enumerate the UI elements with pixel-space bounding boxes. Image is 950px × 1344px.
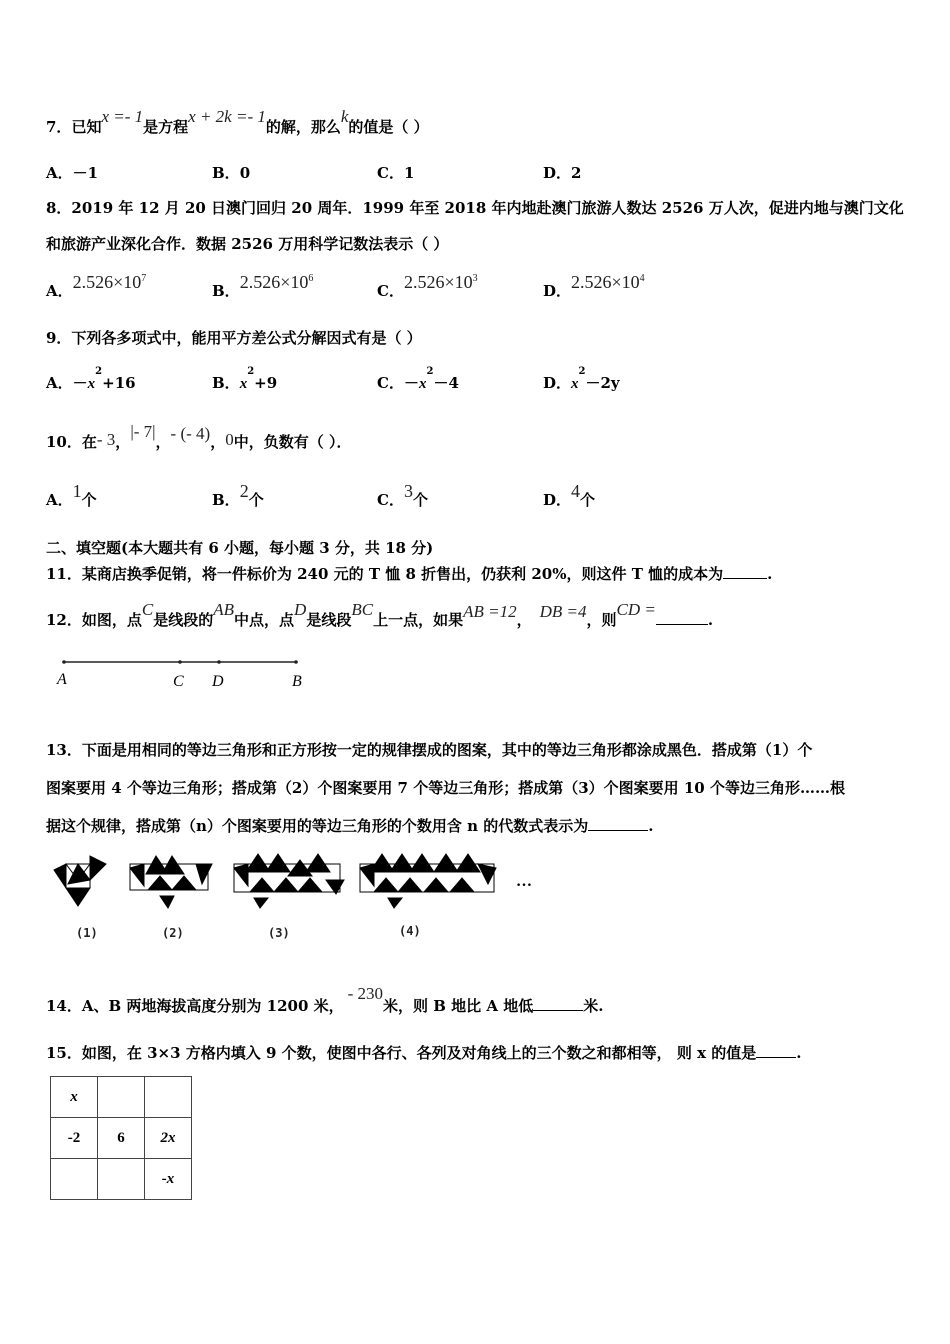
section-heading: 二、填空题(本大题共有 6 小题，每小题 3 分，共 18 分) — [46, 539, 434, 557]
pattern-caption-4: (4) — [399, 924, 421, 938]
q7-stem: 7．已知x =- 1是方程x + 2k =- 1的解，那么k的值是（ ） — [46, 107, 429, 136]
point-b — [294, 660, 298, 664]
q7-option-a: A．－1 — [46, 164, 99, 182]
q13-stem-line2: 图案要用 4 个等边三角形；搭成第（2）个图案要用 7 个等边三角形；搭成第（3）个图案要用 10 个等边三角形……根 — [46, 779, 845, 797]
triangle — [90, 856, 106, 880]
label-a: A — [57, 671, 67, 688]
point-d — [217, 660, 221, 664]
q13-stem-line3: 据这个规律，搭成第（n）个图案要用的等边三角形的个数用含 n 的代数式表示为 . — [46, 817, 654, 835]
pattern-4 — [360, 854, 496, 908]
pattern-ellipsis: … — [516, 873, 532, 890]
label-c: C — [173, 673, 184, 690]
q8-option-d: D．$2.526\times 10^4$ — [543, 272, 645, 300]
q10-stem: 10．在- 3，|- 7|，- (- 4)，0中，负数有（ ）． — [46, 422, 352, 451]
q7-option-d: D．2 — [543, 164, 582, 182]
point-c — [178, 660, 182, 664]
q13-pattern-figure — [48, 850, 538, 920]
label-b: B — [292, 673, 302, 690]
q7-option-b: B．0 — [212, 164, 251, 182]
pattern-1 — [54, 856, 106, 906]
grid-cell — [145, 1077, 192, 1118]
grid-cell: -2 — [51, 1118, 98, 1159]
q9-stem: 9．下列各多项式中，能用平方差公式分解因式有是（ ） — [46, 329, 422, 347]
q10-option-a: A．1个 — [46, 481, 97, 509]
point-a — [62, 660, 66, 664]
q8-stem-line2: 和旅游产业深化合作．数据 2526 万用科学记数法表示（ ） — [46, 235, 449, 253]
pattern-3 — [234, 854, 344, 908]
q8-option-c: C．$2.526\times 10^3$ — [377, 272, 478, 300]
q9-option-d: D．$x^2-2y$ — [543, 366, 620, 392]
pattern-2 — [130, 856, 212, 908]
grid-cell: 2x — [145, 1118, 192, 1159]
q8-option-a: A．$2.526\times 10^7$ — [46, 272, 147, 300]
triangle — [66, 888, 90, 906]
q7-option-c: C．1 — [377, 164, 415, 182]
q9-option-c: C．$-x^2-4$ — [377, 366, 459, 392]
magic-square-grid — [50, 1076, 192, 1200]
grid-cell: x — [51, 1077, 98, 1118]
q11-stem: 11．某商店换季促销，将一件标价为 240 元的 T 恤 8 折售出，仍获利 20%，则这件 T 恤的成本为 . — [46, 565, 773, 583]
label-d: D — [212, 673, 224, 690]
pattern-caption-1: (1) — [76, 926, 98, 940]
q9-option-a: A．$-x^2+16$ — [46, 366, 136, 392]
q9-option-b: B．$x^2+9$ — [212, 366, 278, 392]
q12-stem: 12．如图，点C是线段的AB中点，点D是线段BC上一点，如果AB =12， DB =4，则CD =. — [46, 600, 714, 629]
pattern-caption-2: (2) — [162, 926, 184, 940]
grid-cell: -x — [145, 1159, 192, 1200]
q14-stem: 14．A、B 两地海拔高度分别为 1200 米，- 230米，则 B 地比 A 地低 米. — [46, 984, 604, 1015]
grid-cell: 6 — [98, 1118, 145, 1159]
q10-option-d: D．4个 — [543, 481, 596, 509]
q12-line-segment-figure — [50, 652, 320, 692]
q8-option-b: B．$2.526\times 10^6$ — [212, 272, 314, 300]
q8-stem-line1: 8．2019 年 12 月 20 日澳门回归 20 周年．1999 年至 2018 年内地赴澳门旅游人数达 2526 万人次，促进内地与澳门文化 — [46, 199, 904, 217]
q10-option-b: B．2个 — [212, 481, 264, 509]
pattern-caption-3: (3) — [268, 926, 290, 940]
grid-cell — [98, 1159, 145, 1200]
triangle — [54, 864, 66, 888]
grid-cell — [51, 1159, 98, 1200]
grid-cell — [98, 1077, 145, 1118]
q13-stem-line1: 13．下面是用相同的等边三角形和正方形按一定的规律摆成的图案，其中的等边三角形都涂成黑色．搭成第（1）个 — [46, 741, 813, 759]
q15-stem: 15．如图，在 3×3 方格内填入 9 个数，使图中各行、各列及对角线上的三个数之和都相等， 则 x 的值是 . — [46, 1044, 802, 1062]
q10-option-c: C．3个 — [377, 481, 428, 509]
